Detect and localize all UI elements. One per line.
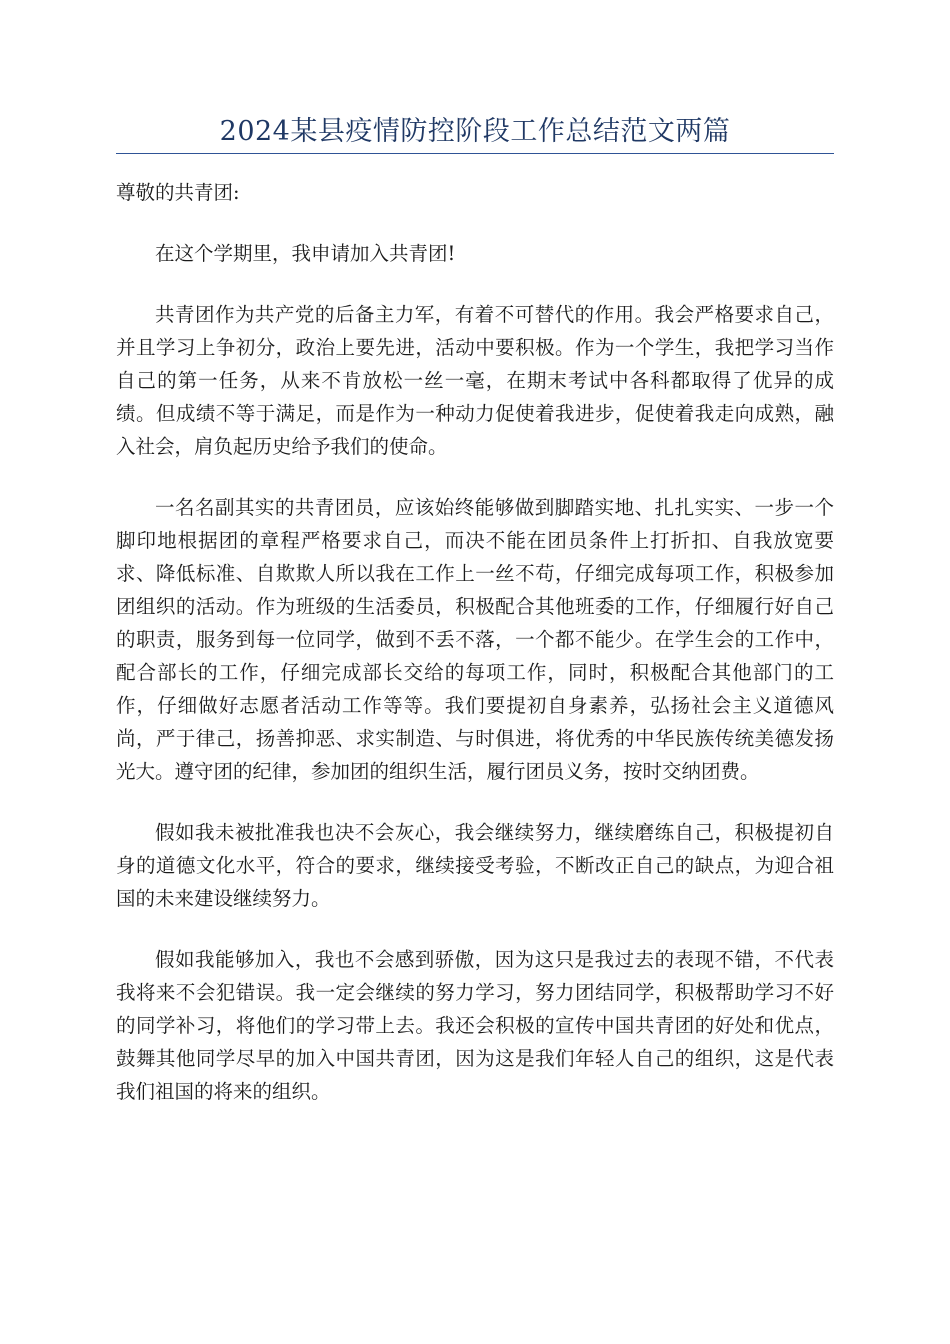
title-underline [116,153,834,154]
document-body [116,176,834,1136]
paragraph-5: 假如我能够加入，我也不会感到骄傲，因为这只是我过去的表现不错，不代表我将来不会犯错误。我一定会继续的努力学习，努力团结同学，积极帮助学习不好的同学补习，将他们的学习带上去。我还会积极的宣传中国共青团的好处和优点，鼓舞其他同学尽早的加入中国共青团，因为这是我们年轻人自己的组织，这是代表我们祖国的将来的组织。 [116,948,834,1103]
paragraph-3: 一名名副其实的共青团员，应该始终能够做到脚踏实地、扎扎实实、一步一个脚印地根据团的章程严格要求自己，而决不能在团员条件上打折扣、自我放宽要求、降低标准、自欺欺人所以我在工作上一丝不苟，仔细完成每项工作，积极参加团组织的活动。作为班级的生活委员，积极配合其他班委的工作，仔细履行好自己的职责，服务到每一位同学，做到不丢不落，一个都不能少。在学生会的工作中，配合部长的工作，仔细完成部长交给的每项工作，同时，积极配合其他部门的工作，仔细做好志愿者活动工作等等。我们要提初自身素养，弘扬社会主义道德风尚，严于律己，扬善抑恶、求实制造、与时俱进，将优秀的中华民族传统美德发扬光大。遵守团的纪律，参加团的组织生活，履行团员义务，按时交纳团费。 [116,496,834,783]
paragraph-2: 共青团作为共产党的后备主力军，有着不可替代的作用。我会严格要求自己，并且学习上争初分，政治上要先进，活动中要积极。作为一个学生，我把学习当作自己的第一任务，从来不肯放松一丝一毫，在期末考试中各科都取得了优异的成绩。但成绩不等于满足，而是作为一种动力促使着我进步，促使着我走向成熟，融入社会，肩负起历史给予我们的使命。 [116,303,834,458]
document-title: 2024某县疫情防控阶段工作总结范文两篇 [219,116,731,147]
salutation: 尊敬的共青团: [116,181,240,204]
paragraph-4: 假如我未被批准我也决不会灰心，我会继续努力，继续磨练自己，积极提初自身的道德文化水平，符合的要求，继续接受考验，不断改正自己的缺点，为迎合祖国的未来建设继续努力。 [116,821,834,910]
paragraph-1: 在这个学期里，我申请加入共青团! [155,242,456,265]
